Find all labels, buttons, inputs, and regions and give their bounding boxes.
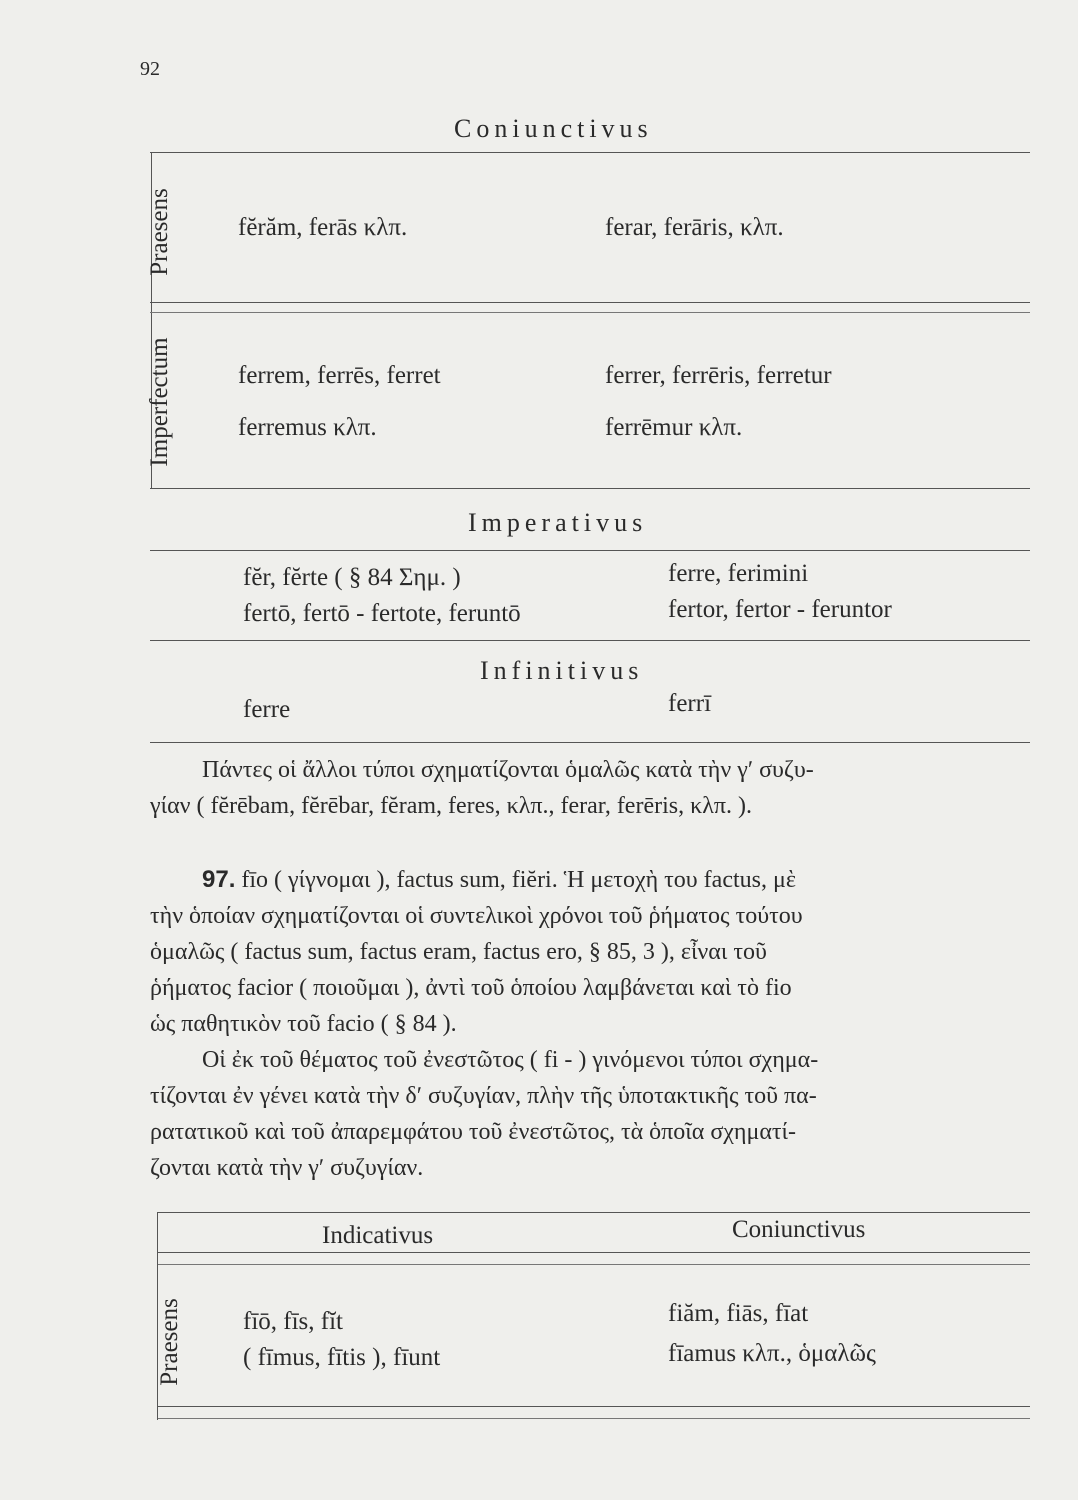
paragraph-2	[150, 862, 1030, 1042]
infinitivus-title: Infinitivus	[480, 656, 644, 685]
table-cell: ferremus κλπ.	[238, 414, 377, 441]
text-line: τὴν ὁποίαν σχηματίζονται οἱ συντελικοὶ χρόνοι τοῦ ῥήματος τούτου	[150, 903, 803, 929]
table-cell: ( fīmus, fītis ), fīunt	[243, 1344, 441, 1371]
table-cell: ferar, ferāris, κλπ.	[605, 214, 784, 241]
row-label-praesens: Praesens	[146, 188, 173, 276]
table-cell: ferre	[243, 696, 291, 723]
paragraph-1	[150, 752, 1030, 824]
table-rule	[158, 1418, 1030, 1419]
table-cell: fīamus κλπ., ὁμαλῶς	[668, 1340, 876, 1367]
paragraph-3	[150, 1042, 1030, 1186]
table-rule	[158, 1264, 1030, 1265]
table-rule	[158, 1252, 1030, 1253]
table-cell: fertō, fertō - fertote, feruntō	[243, 600, 521, 627]
text-line: Πάντες οἱ ἄλλοι τύποι σχηματίζονται ὁμαλῶς κατὰ τὴν γʹ συζυ-	[202, 757, 814, 783]
table-rule	[150, 152, 1030, 153]
table-cell: ferrer, ferrēris, ferretur	[605, 362, 832, 389]
row-label-imperfectum: Imperfectum	[146, 337, 173, 467]
conj-table-title: Coniunctivus	[454, 114, 653, 143]
section-number: 97.	[202, 866, 236, 893]
table-rule	[150, 488, 1030, 489]
table-rule	[150, 550, 1030, 551]
text-line: fīo ( γίγνομαι ), factus sum, fiĕri. Ἡ μετοχὴ του factus, μὲ	[235, 867, 796, 893]
text-line: ὁμαλῶς ( factus sum, factus eram, factus ero, § 85, 3 ), εἶναι τοῦ	[150, 939, 767, 965]
text-line: ῥήματος facior ( ποιοῦμαι ), ἀντὶ τοῦ ὁποίου λαμβάνεται καὶ τὸ fio	[150, 975, 792, 1001]
table-cell: ferrem, ferrēs, ferret	[238, 362, 441, 389]
text-line: ρατατικοῦ καὶ τοῦ ἀπαρεμφάτου τοῦ ἐνεστῶτος, τὰ ὁποῖα σχηματί-	[150, 1119, 797, 1145]
text-line: Οἱ ἐκ τοῦ θέματος τοῦ ἐνεστῶτος ( fi - ) γινόμενοι τύποι σχημα-	[202, 1047, 819, 1073]
page-number: 92	[140, 58, 160, 80]
imperativus-title: Imperativus	[468, 508, 648, 537]
row-label-praesens: Praesens	[156, 1298, 183, 1386]
table-cell: fertor, fertor - feruntor	[668, 596, 892, 623]
table-cell: fĕrăm, ferās κλπ.	[238, 214, 408, 241]
text-line: ζονται κατὰ τὴν γʹ συζυγίαν.	[150, 1155, 424, 1181]
table-rule	[158, 1212, 1030, 1213]
table-rule	[150, 742, 1030, 743]
column-header-coniunctivus: Coniunctivus	[732, 1216, 866, 1243]
table-rule	[150, 302, 1030, 303]
table-rule	[158, 1406, 1030, 1407]
table-cell: ferrēmur κλπ.	[605, 414, 743, 441]
table-cell: ferrī	[668, 690, 712, 717]
text-line: τίζονται ἐν γένει κατὰ τὴν δʹ συζυγίαν, πλὴν τῆς ὑποτακτικῆς τοῦ πα-	[150, 1083, 817, 1109]
table-cell: fiăm, fiās, fīat	[668, 1300, 809, 1327]
table-rule	[150, 640, 1030, 641]
table-cell: fīō, fīs, fĭt	[243, 1308, 343, 1335]
table-cell: fĕr, fĕrte ( § 84 Σημ. )	[243, 564, 461, 591]
table-cell: ferre, ferimini	[668, 560, 809, 587]
table-rule	[150, 312, 1030, 313]
text-line: ὡς παθητικὸν τοῦ facio ( § 84 ).	[150, 1011, 457, 1037]
text-line: γίαν ( fĕrēbam, fĕrēbar, fĕram, feres, κλπ., ferar, ferēris, κλπ. ).	[150, 793, 752, 819]
column-header-indicativus: Indicativus	[322, 1222, 434, 1249]
